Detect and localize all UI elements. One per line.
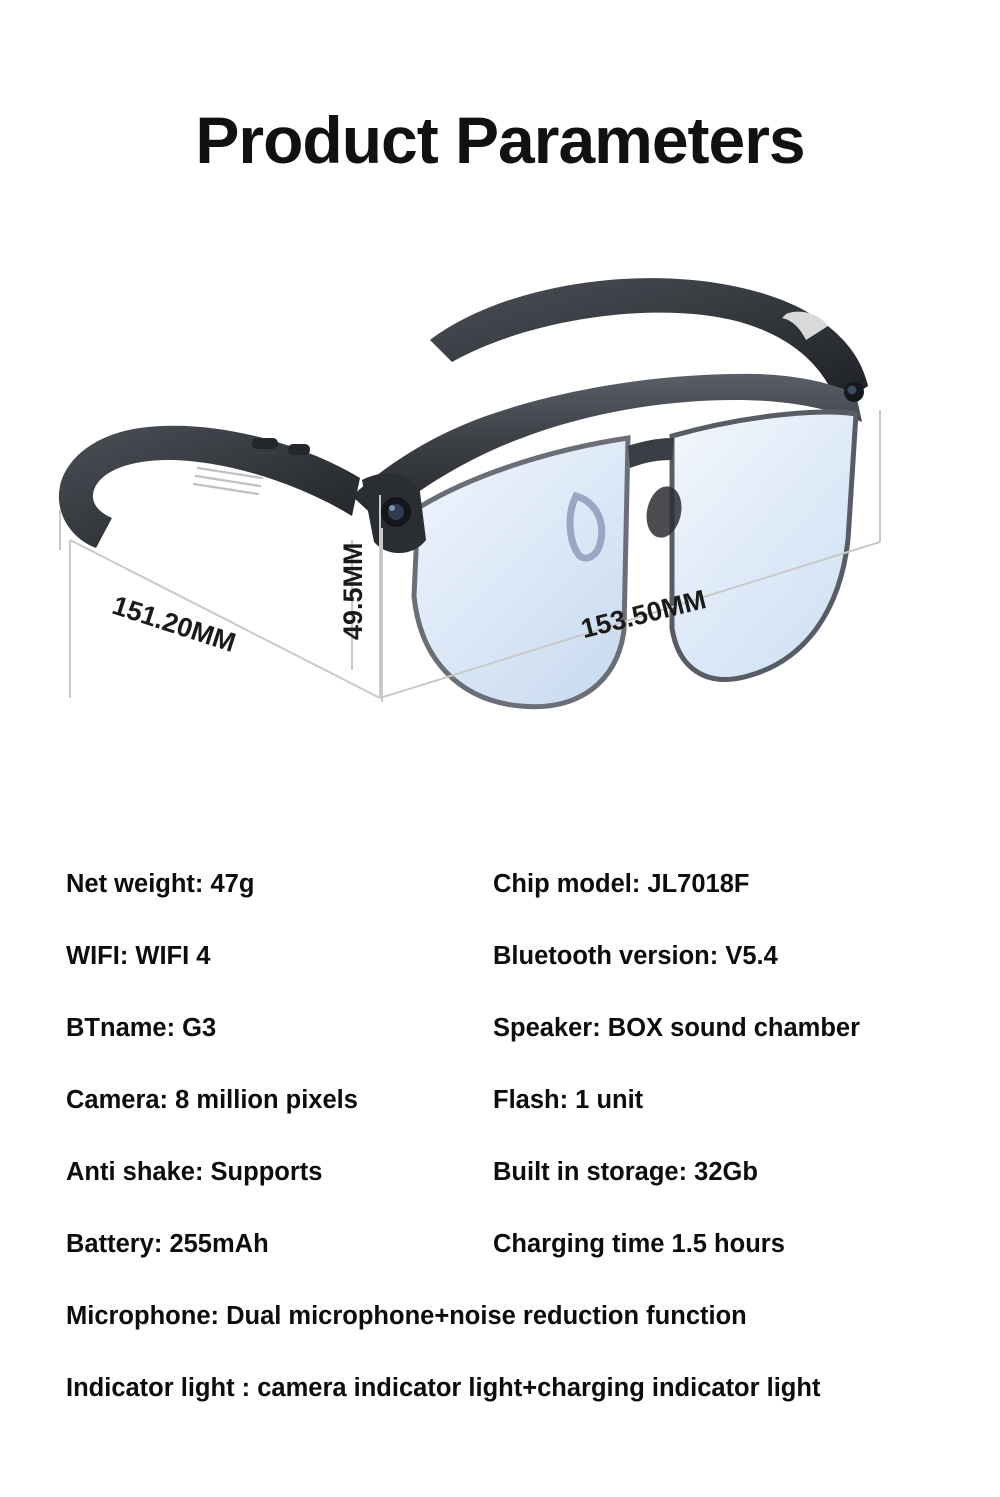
spec-row (58, 1280, 942, 1352)
spec-built-in-storage: Built in storage: 32Gb (493, 1157, 758, 1186)
product-image (0, 210, 1000, 770)
dimension-width-label: 151.20MM (108, 590, 240, 658)
spec-battery: Battery: 255mAh (66, 1229, 269, 1258)
spec-row (58, 1064, 942, 1136)
spec-microphone: Microphone: Dual microphone+noise reduction function (66, 1301, 747, 1330)
spec-row (58, 1208, 942, 1280)
spec-speaker: Speaker: BOX sound chamber (493, 1013, 861, 1042)
spec-anti-shake: Anti shake: Supports (66, 1157, 323, 1186)
spec-camera: Camera: 8 million pixels (66, 1085, 358, 1114)
spec-row (58, 920, 942, 992)
dimension-height-label: 49.5MM (338, 542, 368, 640)
spec-charging-time: Charging time 1.5 hours (493, 1229, 785, 1258)
spec-chip-model: Chip model: JL7018F (493, 869, 750, 898)
spec-bt-name: BTname: G3 (66, 1013, 217, 1042)
spec-list (0, 848, 1000, 1424)
spec-bluetooth-version: Bluetooth version: V5.4 (493, 941, 778, 970)
spec-flash: Flash: 1 unit (493, 1085, 644, 1114)
dimension-depth-label: 153.50MM (578, 584, 710, 645)
spec-row (58, 848, 942, 920)
spec-row (58, 992, 942, 1064)
page-title: Product Parameters (195, 103, 805, 178)
spec-row (58, 1136, 942, 1208)
spec-wifi: WIFI: WIFI 4 (66, 941, 211, 970)
spec-row (58, 1352, 942, 1424)
spec-net-weight: Net weight: 47g (66, 869, 255, 898)
spec-indicator-light: Indicator light : camera indicator light+charging indicator light (66, 1373, 821, 1402)
